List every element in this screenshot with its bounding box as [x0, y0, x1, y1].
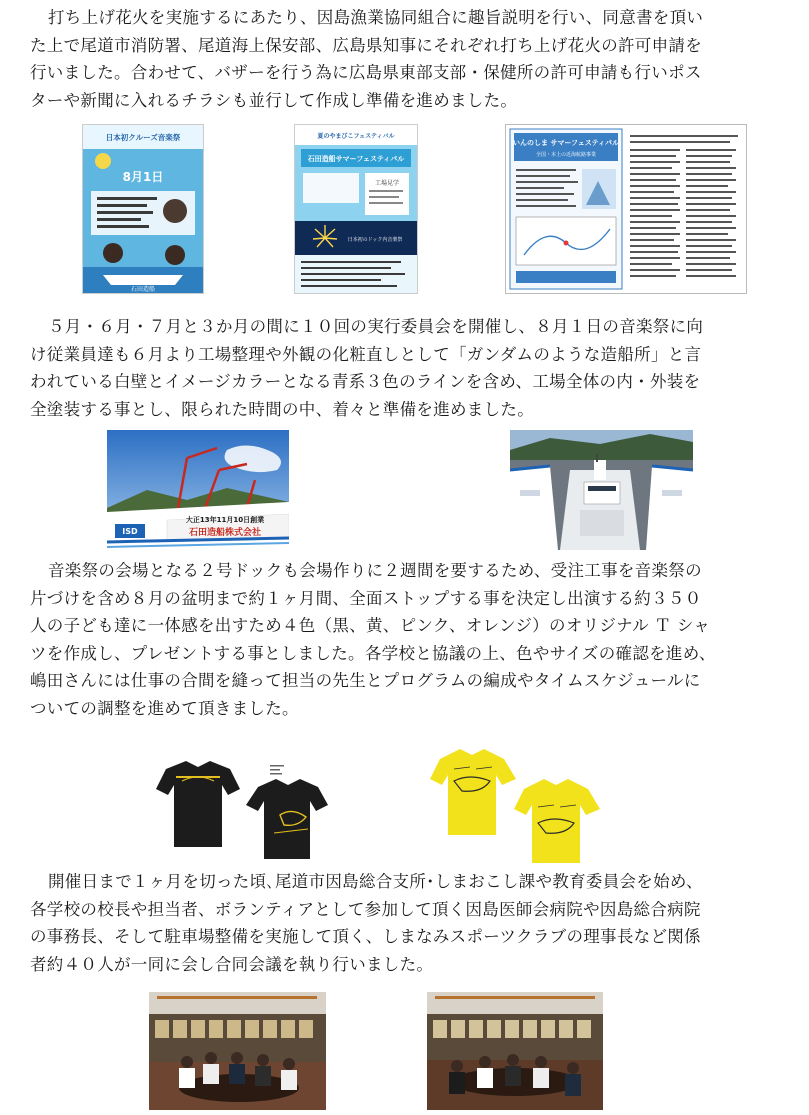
meeting-photo-2 [427, 992, 603, 1110]
paragraph-line: ターや新聞に入れるチラシも並行して作成し準備を進めました。 [30, 90, 518, 110]
paragraph-3 [30, 557, 782, 722]
paragraph-line: ついての調整を進めて頂きました。 [30, 698, 299, 718]
paragraph-line: た上で尾道市消防署、尾道海上保安部、広島県知事にそれぞれ打ち上げ花火の許可申請を [30, 35, 702, 55]
paragraph-line: 人の子ども達に一体感を出すため４色（黒、黄、ピンク、オレンジ）のオリジナル Ｔ シャ [30, 616, 711, 635]
poster2-subtitle: 日本初のドック内音楽祭 [347, 237, 403, 243]
paragraph-line: け従業員達も６月より工場整理や外観の化粧直しとして「ガンダムのような造船所」と言 [30, 344, 702, 364]
paragraph-4 [30, 868, 782, 978]
factory-badge: ISD [122, 527, 138, 536]
dock-ship-photo [510, 430, 693, 550]
poster-image-3 [505, 124, 747, 294]
paragraph-line: ツを作成し、プレゼントする事としました。各学校と協議の上、色やサイズの確認を進め、 [30, 643, 716, 663]
paragraph-line: 者約４０人が一同に会し合同会議を執り行いました。 [30, 954, 434, 974]
poster3-subtitle: 全国・本土の近海航路事業 [535, 152, 597, 158]
paragraph-line: の事務長、そして駐車場整備を実施して頂く、しまなみスポーツクラブの理事長など関係 [30, 927, 701, 946]
paragraph-1 [30, 4, 782, 114]
paragraph-line: 打ち上げ花火を実施するにあたり、因島漁業協同組合に趣旨説明を行い、同意書を頂い [48, 8, 704, 27]
factory-photo [107, 430, 289, 550]
meeting-photo-1 [149, 992, 326, 1110]
factory-sign-top: 大正13年11月10日創業 [185, 516, 265, 524]
paragraph-2 [30, 313, 782, 423]
yellow-tshirts-photo [430, 745, 602, 865]
paragraph-line: ５月・６月・７月と３か月の間に１０回の実行委員会を開催し、８月１日の音楽祭に向 [48, 317, 704, 336]
paragraph-line: 各学校の校長や担当者、ボランティアとして参加して頂く因島医師会病院や因島総合病院 [30, 899, 701, 919]
poster1-date: 8月1日 [122, 170, 164, 184]
poster-image-1 [82, 124, 204, 294]
paragraph-line: 片づけを含め８月の盆明まで約１ヶ月間、全面ストップする事を決定し出演する約３５０ [30, 588, 702, 608]
poster2-caption: 工場見学 [374, 180, 400, 187]
paragraph-line: 嶋田さんには仕事の合間を縫って担当の先生とプログラムの編成やタイムスケジュールに [30, 671, 701, 690]
factory-sign-main: 石田造船株式会社 [188, 528, 262, 538]
paragraph-line: 行いました。合わせて、バザーを行う為に広島県東部支部・保健所の許可申請も行いポス [30, 63, 702, 82]
poster-image-2 [294, 124, 418, 294]
paragraph-line: 開催日まで１ヶ月を切った頃､尾道市因島総合支所･しまおこし課や教育委員会を始め、 [48, 872, 703, 891]
poster2-brand: 夏のやまびこフェスティバル [317, 133, 395, 140]
poster1-title: 日本初クルーズ音楽祭 [105, 133, 181, 142]
black-tshirts-photo [152, 755, 332, 861]
paragraph-line: われている白壁とイメージカラーとなる青系３色のラインを含め、工場全体の内・外装を [30, 372, 701, 391]
poster1-caption: 石田造船 [130, 286, 156, 293]
poster2-headline: 石田造船サマーフェスティバル [307, 155, 405, 163]
paragraph-line: 音楽祭の会場となる２号ドックも会場作りに２週間を要するため、受注工事を音楽祭の [48, 561, 702, 580]
paragraph-line: 全塗装する事とし、限られた時間の中、着々と準備を進めました。 [30, 399, 534, 419]
poster3-title: いんのしま サマーフェスティバル [512, 139, 620, 147]
